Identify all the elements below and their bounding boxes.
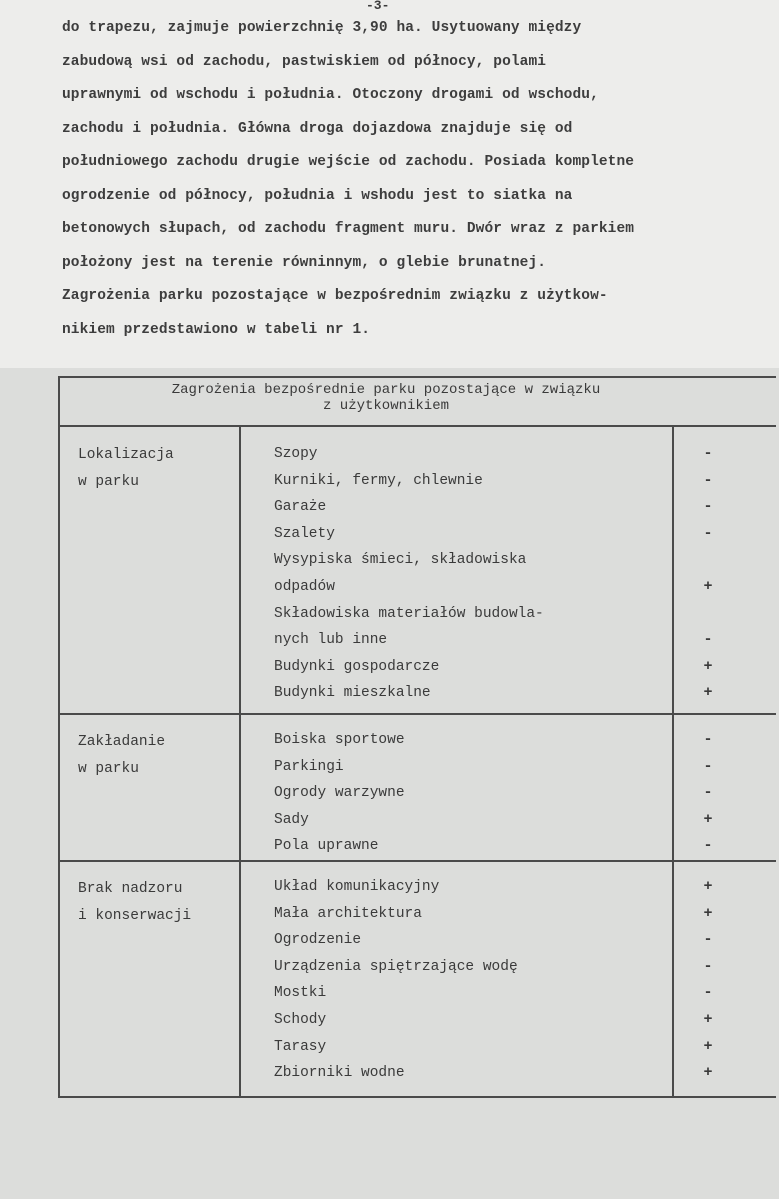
table-item: Szopy <box>274 446 318 462</box>
marks-establishment <box>696 727 720 860</box>
threat-mark: + <box>703 577 713 595</box>
threats-table <box>56 376 776 1098</box>
threat-mark: - <box>703 731 713 748</box>
threat-mark: + <box>703 878 713 895</box>
table-item: Budynki mieszkalne <box>274 685 431 702</box>
text-line: położony jest na terenie równinnym, o glebie brunatnej. <box>62 254 547 271</box>
items-no-supervision <box>274 874 518 1087</box>
text-line: zachodu i południa. Główna droga dojazdowa znajduje się od <box>62 120 573 137</box>
threat-mark: + <box>703 810 713 828</box>
threat-mark: - <box>703 524 713 542</box>
group-divider-2 <box>58 860 776 862</box>
table-item: Ogrodzenie <box>274 932 362 949</box>
table-item: odpadów <box>274 578 335 595</box>
text-line: betonowych słupach, od zachodu fragment muru. Dwór wraz z parkiem <box>62 221 635 237</box>
marks-no-supervision <box>696 874 720 1087</box>
table-item: Ogrody warzywne <box>274 785 405 802</box>
table-item: Szalety <box>274 525 335 542</box>
table-item: Boiska sportowe <box>274 732 405 748</box>
table-item: nych lub inne <box>274 632 388 649</box>
table-item: Sady <box>274 811 309 828</box>
threat-mark: - <box>703 837 713 855</box>
table-item: Tarasy <box>274 1038 327 1055</box>
table-item: Składowiska materiałów budowla- <box>274 605 544 622</box>
category-establishment <box>78 729 165 782</box>
table-top-border <box>58 376 776 378</box>
body-paragraph <box>62 12 762 347</box>
category-localization <box>78 442 174 495</box>
threat-mark <box>696 601 720 628</box>
threat-mark: - <box>703 784 713 802</box>
table-item: Wysypiska śmieci, składowiska <box>274 552 527 569</box>
table-item: Budynki gospodarcze <box>274 658 440 675</box>
threat-mark: - <box>703 631 713 649</box>
category-line-2: w parku <box>78 760 139 777</box>
category-line-2: i konserwacji <box>78 907 192 924</box>
table-item: Schody <box>274 1011 327 1028</box>
table-bottom-border <box>58 1096 776 1098</box>
threat-mark: + <box>703 1010 713 1028</box>
threat-mark: + <box>703 904 713 922</box>
threat-mark: - <box>703 445 713 462</box>
threat-mark: - <box>703 471 713 489</box>
category-line-1: Lokalizacja <box>78 447 174 463</box>
threat-mark: + <box>703 684 713 702</box>
group-divider-1 <box>58 713 776 715</box>
table-item: Urządzenia spiętrzające wodę <box>274 958 518 975</box>
table-item: Mostki <box>274 985 327 1002</box>
threat-mark: + <box>703 1037 713 1055</box>
table-item: Układ komunikacyjny <box>274 879 440 895</box>
category-column-divider <box>239 425 241 1098</box>
text-line: Zagrożenia parku pozostające w bezpośrednim związku z użytkow- <box>62 288 608 304</box>
threat-mark: - <box>703 498 713 516</box>
table-item: Parkingi <box>274 758 344 775</box>
items-localization <box>274 441 544 707</box>
text-line: zabudową wsi od zachodu, pastwiskiem od północy, polami <box>62 53 547 70</box>
table-item: Mała architektura <box>274 905 422 922</box>
table-header-divider <box>58 425 776 427</box>
threat-mark: + <box>703 1064 713 1082</box>
table-item: Zbiorniki wodne <box>274 1065 405 1082</box>
category-no-supervision <box>78 876 191 929</box>
table-item: Garaże <box>274 499 327 516</box>
text-line: południowego zachodu drugie wejście od zachodu. Posiada kompletne <box>62 154 635 170</box>
threat-mark: - <box>703 957 713 975</box>
text-line: uprawnymi od wschodu i południa. Otoczony drogami od wschodu, <box>62 87 599 103</box>
table-item: Pola uprawne <box>274 838 379 855</box>
threat-mark <box>696 547 720 574</box>
threat-mark: + <box>703 657 713 675</box>
marks-localization <box>696 441 720 707</box>
threat-mark: - <box>703 931 713 949</box>
category-line-1: Zakładanie <box>78 734 166 750</box>
page-number: -3- <box>366 0 390 13</box>
table-left-border <box>58 376 60 1098</box>
table-title-line-2: z użytkownikiem <box>322 398 450 414</box>
category-line-2: w parku <box>78 473 139 490</box>
category-line-1: Brak nadzoru <box>78 881 183 897</box>
table-title-line-1: Zagrożenia bezpośrednie parku pozostające w związku <box>171 382 601 398</box>
table-item: Kurniki, fermy, chlewnie <box>274 472 483 489</box>
threat-mark: - <box>703 757 713 775</box>
text-line: do trapezu, zajmuje powierzchnię 3,90 ha. Usytuowany między <box>62 20 582 36</box>
mark-column-divider <box>672 425 674 1098</box>
items-establishment <box>274 727 405 860</box>
threat-mark: - <box>703 984 713 1002</box>
table-title <box>56 382 716 414</box>
text-line: nikiem przedstawiono w tabeli nr 1. <box>62 321 371 338</box>
text-line: ogrodzenie od północy, południa i wshodu jest to siatka na <box>62 187 573 204</box>
